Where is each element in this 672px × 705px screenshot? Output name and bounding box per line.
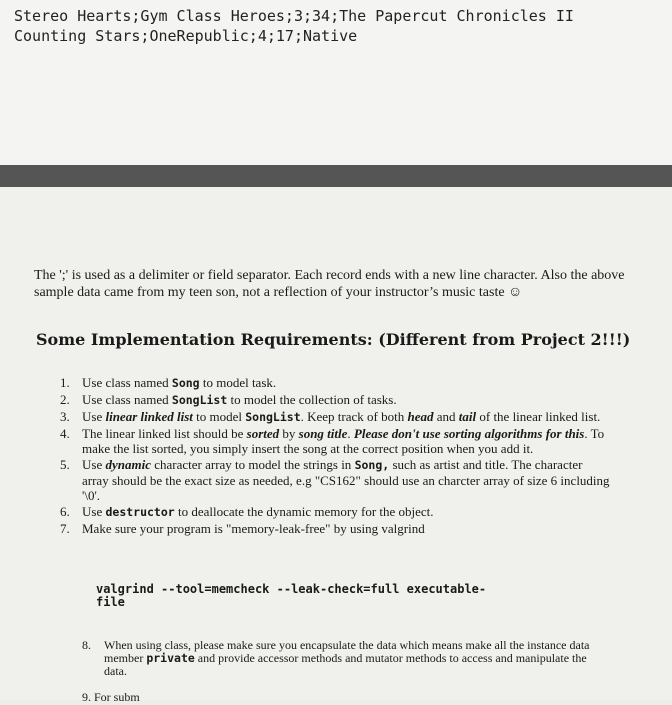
item-number: 4. [60,426,70,441]
code-term: SongList [171,393,228,407]
item-text: of the linear linked list. [476,409,601,424]
code-term: SongList [245,410,301,424]
delimiter-paragraph: The ';' is used as a delimiter or field separator. Each record ends with a new line character. Also the above sample data came from my teen son, not a reflection of your instructor’s music taste ☺ [34,268,625,300]
list-item [50,426,610,456]
item-text: When using class, please make sure you encapsulate the data which means make all the instance data member [104,638,590,665]
document-page [0,187,672,704]
requirements-list [50,375,610,537]
item-text: and provide accessor methods and mutator methods to access and manipulate the data. [104,651,587,678]
list-item [50,392,610,408]
section-heading: Some Implementation Requirements: (Different from Project 2!!!) [36,330,631,349]
code-term: Song, [354,458,390,472]
item-text: such as artist and title. The character array should be the exact size as needed, e.g "CS162" should use an charcter array of size 6 including '\0'. [82,457,610,503]
page-divider [0,165,672,187]
item-number: 9. [82,690,91,704]
sample-data-area [0,0,672,165]
item-text: Make sure your program is "memory-leak-free" by using valgrind [82,521,425,536]
item-number: 8. [82,638,91,652]
list-item [50,504,610,520]
emphasis-text: Please don't use sorting algorithms for this [353,426,585,441]
emphasis-text: dynamic [105,457,151,472]
item-text: The linear linked list should be [82,426,247,441]
list-item [50,521,610,536]
item-number: 7. [60,521,70,536]
item-text: Use class named [82,392,172,407]
emphasis-text: sorted [246,426,280,441]
item-number: 1. [60,375,70,390]
sample-line-2: Counting Stars;OneRepublic;4;17;Native [14,27,358,45]
item-text: Use class named [82,375,172,390]
emphasis-text: song title [298,426,348,441]
item-text: character array to model the strings in [150,457,355,472]
code-term: Song [171,376,200,390]
item-number: 5. [60,457,70,472]
item-text: and [433,409,459,424]
item-text: . To make the list sorted, you simply insert the song at the correct position when you add it. [82,426,605,456]
item-text: to model the collection of tasks. [227,392,397,407]
item-text: . [347,426,354,441]
item-text: to deallocate the dynamic memory for the object. [174,504,434,519]
list-item [82,639,602,678]
list-item [50,375,610,391]
item-text: For subm [94,690,140,704]
emphasis-text: linear linked list [105,409,193,424]
item-number: 2. [60,392,70,407]
item-text: to model task. [199,375,277,390]
code-line: valgrind --tool=memcheck --leak-check=full executable- [96,582,487,596]
item-text: to model [192,409,246,424]
item-text: Use [82,457,106,472]
valgrind-command [96,583,486,609]
sample-line-1: Stereo Hearts;Gym Class Heroes;3;34;The Papercut Chronicles II [14,7,574,25]
item-text: Use [82,504,106,519]
list-item [82,690,140,705]
item-text: by [279,426,299,441]
code-line: file [96,595,125,609]
item-text: Use [82,409,106,424]
emphasis-text: tail [458,409,477,424]
code-term: private [146,651,195,665]
list-item [50,409,610,425]
item-number: 3. [60,409,70,424]
list-item [50,457,610,503]
item-text: . Keep track of both [300,409,408,424]
code-term: destructor [105,505,175,519]
item-number: 6. [60,504,70,519]
emphasis-text: head [407,409,434,424]
